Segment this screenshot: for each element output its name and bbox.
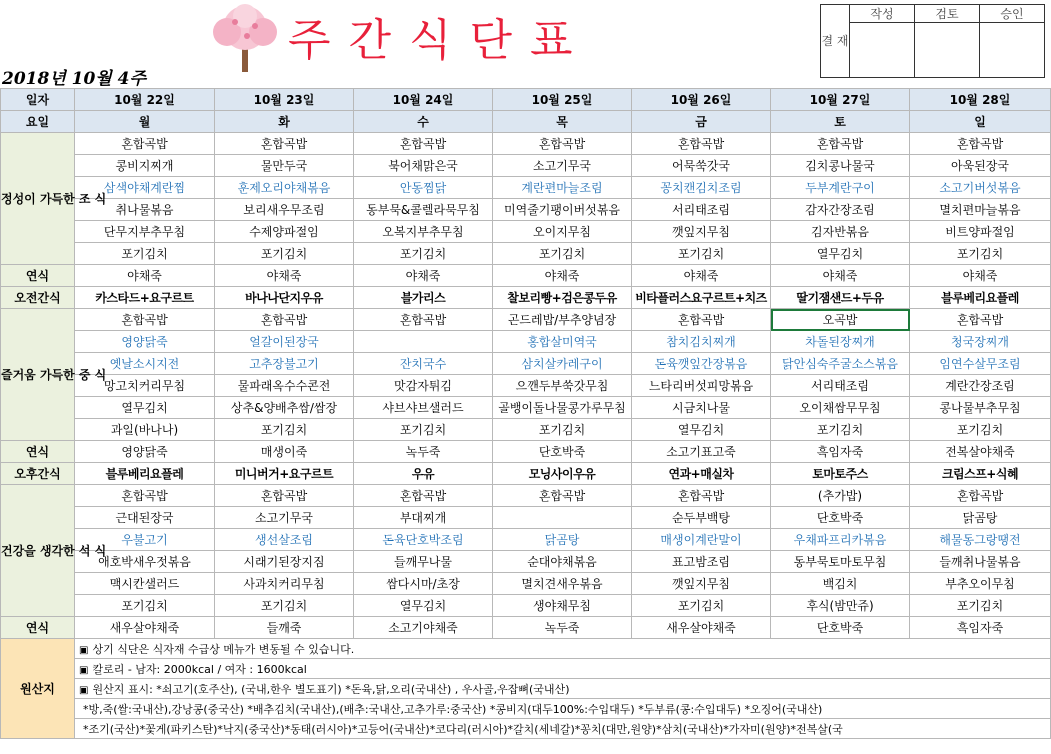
table-row [1, 353, 1051, 375]
menu-item[interactable]: 소고기무국 [493, 155, 632, 177]
table-row [1, 397, 1051, 419]
menu-item[interactable]: 포기김치 [75, 243, 215, 265]
weekday-cell[interactable]: 화 [215, 111, 354, 133]
menu-item[interactable]: 근대된장국 [75, 507, 215, 529]
table-row [1, 507, 1051, 529]
menu-item[interactable]: 미역줄기팽이버섯볶음 [493, 199, 632, 221]
menu-item[interactable]: 혼합곡밥 [215, 133, 354, 155]
table-row [1, 309, 1051, 331]
approval-box [820, 4, 1045, 78]
menu-item[interactable]: 생야채무침 [493, 595, 632, 617]
date-cell[interactable]: 10월 27일 [771, 89, 910, 111]
menu-item[interactable]: 혼합곡밥 [75, 133, 215, 155]
menu-item[interactable]: 닭곰탕 [493, 529, 632, 551]
menu-item[interactable] [493, 507, 632, 529]
menu-item[interactable]: 계란편마늘조림 [493, 177, 632, 199]
snack-item[interactable]: 녹두죽 [493, 617, 632, 639]
menu-item[interactable]: 혼합곡밥 [910, 133, 1051, 155]
menu-item[interactable]: 포기김치 [215, 243, 354, 265]
note-text: 상기 식단은 식자재 수급상 메뉴가 변동될 수 있습니다. [92, 642, 355, 656]
weekday-cell[interactable]: 금 [632, 111, 771, 133]
menu-item[interactable] [354, 331, 493, 353]
date-cell[interactable]: 10월 22일 [75, 89, 215, 111]
menu-item[interactable]: 쌈다시마/초장 [354, 573, 493, 595]
menu-item[interactable]: 닭안심숙주굴소스볶음 [771, 353, 910, 375]
menu-item[interactable]: 혼합곡밥 [75, 485, 215, 507]
menu-item[interactable]: 깻잎지무침 [632, 221, 771, 243]
menu-item[interactable]: 물만두국 [215, 155, 354, 177]
snack-item[interactable]: 블루베리요플레 [910, 287, 1051, 309]
table-row [1, 111, 1051, 133]
menu-item[interactable]: 삼색야채계란찜 [75, 177, 215, 199]
menu-item[interactable]: 우불고기 [75, 529, 215, 551]
menu-item[interactable]: 동부묵&콜렐라묵무침 [354, 199, 493, 221]
menu-item[interactable]: 포기김치 [910, 595, 1051, 617]
date-cell[interactable]: 10월 25일 [493, 89, 632, 111]
menu-item[interactable]: 포기김치 [771, 419, 910, 441]
row-label-pm_snack: 오후간식 [1, 463, 75, 485]
menu-item[interactable]: 느타리버섯피망볶음 [632, 375, 771, 397]
snack-item[interactable]: 야채죽 [354, 265, 493, 287]
menu-item[interactable]: 부추오이무침 [910, 573, 1051, 595]
snack-item[interactable]: 영양닭죽 [75, 441, 215, 463]
menu-item[interactable]: 혼합곡밥 [354, 485, 493, 507]
menu-item[interactable]: 혼합곡밥 [632, 485, 771, 507]
menu-item[interactable]: 포기김치 [215, 419, 354, 441]
origin-label: 원산지 [1, 639, 75, 739]
menu-item[interactable]: 서리태조림 [771, 375, 910, 397]
menu-item[interactable]: 포기김치 [75, 595, 215, 617]
snack-item[interactable]: 비타플러스요구르트+치즈 [632, 287, 771, 309]
menu-item[interactable]: 청국장찌개 [910, 331, 1051, 353]
table-row [1, 679, 1051, 699]
menu-item[interactable]: 소고기무국 [215, 507, 354, 529]
snack-item[interactable]: 야채죽 [771, 265, 910, 287]
menu-item[interactable]: 혼합곡밥 [910, 485, 1051, 507]
menu-item[interactable]: 돈육깻잎간장볶음 [632, 353, 771, 375]
row-label-evening_snack: 연식 [1, 265, 75, 287]
table-row [1, 265, 1051, 287]
snack-item[interactable]: 야채죽 [493, 265, 632, 287]
menu-item[interactable]: 포기김치 [215, 595, 354, 617]
menu-item[interactable]: 순대야채볶음 [493, 551, 632, 573]
menu-item[interactable]: 얼갈이된장국 [215, 331, 354, 353]
meal-label-breakfast: 정성이 가득한 조 식 [1, 133, 75, 265]
menu-item[interactable]: 혼합곡밥 [910, 309, 1051, 331]
menu-item[interactable]: 돈육단호박조림 [354, 529, 493, 551]
weekday-cell[interactable]: 월 [75, 111, 215, 133]
note-line [75, 679, 1051, 699]
table-row [1, 463, 1051, 485]
approval-header: 승인 [980, 5, 1045, 23]
table-row [1, 595, 1051, 617]
menu-item[interactable]: 혼합곡밥 [493, 133, 632, 155]
menu-item[interactable]: 물파래옥수수콘전 [215, 375, 354, 397]
menu-item[interactable]: 오곡밥 [771, 309, 910, 331]
row-label-evening_snack: 연식 [1, 441, 75, 463]
menu-item[interactable]: 삼치살카레구이 [493, 353, 632, 375]
menu-item[interactable]: 취나물볶음 [75, 199, 215, 221]
menu-item[interactable]: 시래기된장지짐 [215, 551, 354, 573]
snack-item[interactable]: 찰보리빵+검은콩두유 [493, 287, 632, 309]
menu-item[interactable]: 포기김치 [493, 419, 632, 441]
menu-item[interactable]: 혼합곡밥 [354, 309, 493, 331]
table-row [1, 573, 1051, 595]
menu-item[interactable]: 고추장불고기 [215, 353, 354, 375]
menu-item[interactable]: 표고밤조림 [632, 551, 771, 573]
page-title: 주간식단표 [288, 15, 591, 66]
bullet-icon: ▣ [79, 684, 89, 696]
menu-item[interactable]: 참치김치찌개 [632, 331, 771, 353]
menu-item[interactable]: 동부묵토마토무침 [771, 551, 910, 573]
menu-item[interactable]: 혼합곡밥 [771, 133, 910, 155]
menu-item[interactable]: 김치콩나물국 [771, 155, 910, 177]
bullet-icon: ▣ [79, 644, 89, 656]
menu-item[interactable]: 두부계란구이 [771, 177, 910, 199]
date-cell[interactable]: 10월 28일 [910, 89, 1051, 111]
menu-item[interactable]: 포기김치 [910, 419, 1051, 441]
weekday-cell[interactable]: 일 [910, 111, 1051, 133]
cherry-blossom-tree-icon [205, 2, 285, 74]
table-row [1, 419, 1051, 441]
menu-item[interactable]: 북어채맑은국 [354, 155, 493, 177]
menu-item[interactable]: 오복지부추무침 [354, 221, 493, 243]
menu-item[interactable]: 혼합곡밥 [493, 485, 632, 507]
menu-item[interactable]: 열무김치 [632, 419, 771, 441]
snack-item[interactable]: 야채죽 [75, 265, 215, 287]
menu-item[interactable]: 단호박죽 [771, 507, 910, 529]
menu-item[interactable]: 맥시칸샐러드 [75, 573, 215, 595]
snack-item[interactable]: 들깨죽 [215, 617, 354, 639]
snack-item[interactable]: 모닝사이우유 [493, 463, 632, 485]
table-row [1, 719, 1051, 739]
menu-item[interactable]: 멸치편마늘볶음 [910, 199, 1051, 221]
snack-item[interactable]: 새우살야채죽 [75, 617, 215, 639]
snack-item[interactable]: 블루베리요플레 [75, 463, 215, 485]
menu-item[interactable]: 포기김치 [632, 243, 771, 265]
menu-item[interactable]: 혼합곡밥 [632, 133, 771, 155]
menu-item[interactable]: 백김치 [771, 573, 910, 595]
snack-item[interactable]: 카스타드+요구르트 [75, 287, 215, 309]
menu-item[interactable]: 혼합곡밥 [354, 133, 493, 155]
menu-item[interactable]: 어묵쑥갓국 [632, 155, 771, 177]
menu-item[interactable]: 맛감자튀김 [354, 375, 493, 397]
menu-item[interactable]: 차돌된장찌개 [771, 331, 910, 353]
bullet-icon: ▣ [79, 664, 89, 676]
snack-item[interactable]: 소고기표고죽 [632, 441, 771, 463]
snack-item[interactable]: 흑임자죽 [910, 617, 1051, 639]
menu-item[interactable]: 골뱅이돌나물콩가루무침 [493, 397, 632, 419]
snack-item[interactable]: 녹두죽 [354, 441, 493, 463]
signature-cell[interactable] [915, 23, 980, 78]
note-text: *방,죽(쌀:국내산),강낭콩(중국산) *배추김치(국내산),(배추:국내산,고추가루:중국산) *콩비지(대두100%:수입대두) *두부류(콩:수입대두) *오징어(국내산) [83, 702, 823, 716]
menu-item[interactable]: 안동찜닭 [354, 177, 493, 199]
snack-item[interactable]: 야채죽 [215, 265, 354, 287]
row-label-weekday: 요일 [1, 111, 75, 133]
menu-item[interactable]: 깻잎지무침 [632, 573, 771, 595]
snack-item[interactable]: 바나나단지우유 [215, 287, 354, 309]
menu-item[interactable]: 포기김치 [493, 243, 632, 265]
menu-item[interactable]: 홍합살미역국 [493, 331, 632, 353]
approval-label: 결 재 [821, 5, 850, 78]
menu-item[interactable]: 보리새우무조림 [215, 199, 354, 221]
menu-item[interactable]: 사과치커리무침 [215, 573, 354, 595]
menu-item[interactable]: 수제양파절임 [215, 221, 354, 243]
table-row [1, 199, 1051, 221]
menu-item[interactable]: 콩나물부추무침 [910, 397, 1051, 419]
menu-item[interactable]: 혼합곡밥 [632, 309, 771, 331]
menu-item[interactable]: 비트양파절임 [910, 221, 1051, 243]
table-row [1, 441, 1051, 463]
table-row [1, 133, 1051, 155]
date-cell[interactable]: 10월 26일 [632, 89, 771, 111]
menu-item[interactable]: 소고기버섯볶음 [910, 177, 1051, 199]
snack-item[interactable]: 흑임자죽 [771, 441, 910, 463]
menu-item[interactable]: 부대찌개 [354, 507, 493, 529]
signature-cell[interactable] [980, 23, 1045, 78]
menu-item[interactable]: 망고치커리무침 [75, 375, 215, 397]
menu-item[interactable]: 순두부백탕 [632, 507, 771, 529]
menu-item[interactable]: 콩비지찌개 [75, 155, 215, 177]
menu-item[interactable]: 생선살조림 [215, 529, 354, 551]
menu-item[interactable]: 샤브샤브샐러드 [354, 397, 493, 419]
snack-item[interactable]: 블가리스 [354, 287, 493, 309]
menu-item[interactable]: 포기김치 [910, 243, 1051, 265]
menu-item[interactable]: 상추&양배추쌈/쌈장 [215, 397, 354, 419]
menu-item[interactable]: 애호박새우젓볶음 [75, 551, 215, 573]
date-cell[interactable]: 10월 23일 [215, 89, 354, 111]
menu-item[interactable]: 닭곰탕 [910, 507, 1051, 529]
table-row [1, 639, 1051, 659]
snack-item[interactable]: 소고기야채죽 [354, 617, 493, 639]
snack-item[interactable]: 전복살야채죽 [910, 441, 1051, 463]
menu-item[interactable]: 매생이계란말이 [632, 529, 771, 551]
menu-item[interactable]: 계란간장조림 [910, 375, 1051, 397]
menu-item[interactable]: 오이지무침 [493, 221, 632, 243]
snack-item[interactable]: 연과+매실차 [632, 463, 771, 485]
menu-item[interactable]: 으깬두부쑥갓무침 [493, 375, 632, 397]
note-line [75, 699, 1051, 719]
menu-item[interactable]: 열무김치 [75, 397, 215, 419]
menu-item[interactable]: 아욱된장국 [910, 155, 1051, 177]
menu-item[interactable]: 포기김치 [354, 243, 493, 265]
menu-item[interactable]: 멸치견새우볶음 [493, 573, 632, 595]
menu-item[interactable]: 혼합곡밥 [75, 309, 215, 331]
table-row [1, 699, 1051, 719]
week-label: 2018년 10월 4주 [2, 69, 146, 89]
table-row [1, 659, 1051, 679]
menu-item[interactable]: 포기김치 [632, 595, 771, 617]
menu-table [0, 88, 1051, 739]
menu-item[interactable]: 잔치국수 [354, 353, 493, 375]
note-line [75, 639, 1051, 659]
menu-item[interactable]: 김자반볶음 [771, 221, 910, 243]
note-text: *조기(국산)*꽃게(파키스탄)*낙지(중국산)*동태(러시아)*고등어(국내산)*코다리(러시아)*갈치(세네갈)*꽁치(대만,원양)*삼치(국내산)*가자미(원양)*전복살(국 [83, 722, 843, 736]
snack-item[interactable]: 단호박죽 [771, 617, 910, 639]
note-line [75, 659, 1051, 679]
menu-item[interactable]: 영양닭죽 [75, 331, 215, 353]
snack-item[interactable]: 미니버거+요구르트 [215, 463, 354, 485]
approval-header: 작성 [850, 5, 915, 23]
snack-item[interactable]: 크림스프+식혜 [910, 463, 1051, 485]
snack-item[interactable]: 야채죽 [910, 265, 1051, 287]
note-text: 원산지 표시: *쇠고기(호주산), (국내,한우 별도표기) *돈육,닭,오리(국내산) , 우사골,우잡뼈(국내산) [92, 682, 570, 696]
menu-item[interactable]: 후식(밤만쥬) [771, 595, 910, 617]
snack-item[interactable]: 딸기잼샌드+두유 [771, 287, 910, 309]
row-label-am_snack: 오전간식 [1, 287, 75, 309]
menu-item[interactable]: 포기김치 [354, 419, 493, 441]
note-line [75, 719, 1051, 739]
menu-item[interactable]: 임연수살무조림 [910, 353, 1051, 375]
table-row [1, 331, 1051, 353]
meal-label-lunch: 즐거움 가득한 중 식 [1, 309, 75, 441]
menu-item[interactable]: 우채파프리카볶음 [771, 529, 910, 551]
table-row [1, 617, 1051, 639]
weekday-cell[interactable]: 수 [354, 111, 493, 133]
weekday-cell[interactable]: 토 [771, 111, 910, 133]
menu-item[interactable]: 서리태조림 [632, 199, 771, 221]
table-row [1, 89, 1051, 111]
note-text: 칼로리 - 남자: 2000kcal / 여자 : 1600kcal [92, 662, 307, 676]
table-row [1, 243, 1051, 265]
meal-label-dinner: 건강을 생각한 석 식 [1, 485, 75, 617]
row-label-date: 일자 [1, 89, 75, 111]
snack-item[interactable]: 우유 [354, 463, 493, 485]
menu-item[interactable]: 오이채쌈무무침 [771, 397, 910, 419]
snack-item[interactable]: 매생이죽 [215, 441, 354, 463]
snack-item[interactable]: 토마토주스 [771, 463, 910, 485]
table-row [1, 287, 1051, 309]
menu-item[interactable]: (추가밥) [771, 485, 910, 507]
table-row [1, 551, 1051, 573]
menu-item[interactable]: 해물동그랑땡전 [910, 529, 1051, 551]
row-label-evening_snack: 연식 [1, 617, 75, 639]
menu-item[interactable]: 들깨취나물볶음 [910, 551, 1051, 573]
menu-item[interactable]: 혼합곡밥 [215, 485, 354, 507]
menu-item[interactable]: 꽁치캔김치조림 [632, 177, 771, 199]
table-row [1, 375, 1051, 397]
menu-item[interactable]: 시금치나물 [632, 397, 771, 419]
table-row [1, 155, 1051, 177]
approval-header: 검토 [915, 5, 980, 23]
weekday-cell[interactable]: 목 [493, 111, 632, 133]
menu-item[interactable]: 과일(바나나) [75, 419, 215, 441]
menu-item[interactable]: 들깨무나물 [354, 551, 493, 573]
menu-item[interactable]: 열무김치 [771, 243, 910, 265]
snack-item[interactable]: 새우살야채죽 [632, 617, 771, 639]
menu-item[interactable]: 옛날소시지전 [75, 353, 215, 375]
snack-item[interactable]: 야채죽 [632, 265, 771, 287]
table-row [1, 221, 1051, 243]
table-row [1, 485, 1051, 507]
date-cell[interactable]: 10월 24일 [354, 89, 493, 111]
menu-item[interactable]: 열무김치 [354, 595, 493, 617]
menu-item[interactable]: 훈제오리야채볶음 [215, 177, 354, 199]
menu-item[interactable]: 곤드레밥/부추양념장 [493, 309, 632, 331]
header [0, 0, 1050, 88]
snack-item[interactable]: 단호박죽 [493, 441, 632, 463]
signature-cell[interactable] [850, 23, 915, 78]
menu-item[interactable]: 혼합곡밥 [215, 309, 354, 331]
table-row [1, 529, 1051, 551]
menu-item[interactable]: 감자간장조림 [771, 199, 910, 221]
table-row [1, 177, 1051, 199]
menu-item[interactable]: 단무지부추무침 [75, 221, 215, 243]
